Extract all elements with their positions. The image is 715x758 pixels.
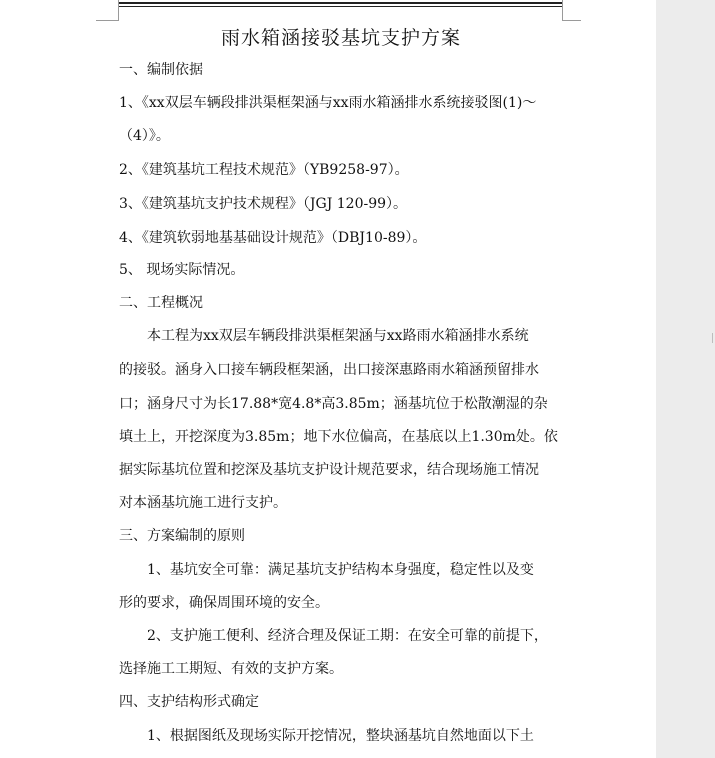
section-heading: 二、工程概况: [119, 295, 203, 311]
header-rule: [118, 2, 563, 4]
reference-item: 2、《建筑基坑工程技术规范》（YB9258-97）。: [119, 162, 409, 178]
ruler-tick: [712, 333, 713, 343]
window-gutter: [656, 0, 715, 758]
section-heading: 一、编制依据: [119, 62, 203, 78]
reference-item: 1、《xx双层车辆段排洪渠框架涵与xx雨水箱涵排水系统接驳图(1)～: [119, 95, 537, 111]
margin-corner-mark: [562, 0, 563, 21]
margin-corner-mark: [96, 20, 118, 21]
document-title: 雨水箱涵接驳基坑支护方案: [220, 27, 461, 49]
reference-item: 4、《建筑软弱地基基础设计规范》（DBJ10-89）。: [119, 230, 427, 246]
reference-item: 3、《建筑基坑支护技术规程》（JGJ 120-99）。: [119, 196, 408, 212]
reference-item-cont: （4）》。: [119, 128, 170, 144]
paragraph-line: 的接驳。涵身入口接车辆段框架涵，出口接深惠路雨水箱涵预留排水: [119, 362, 539, 378]
section-heading: 三、方案编制的原则: [119, 528, 245, 544]
paragraph-line: 选择施工工期短、有效的支护方案。: [119, 661, 343, 677]
paragraph-line: 本工程为xx双层车辆段排洪渠框架涵与xx路雨水箱涵排水系统: [147, 328, 529, 344]
section-heading: 四、支护结构形式确定: [119, 694, 259, 710]
reference-item: 5、 现场实际情况。: [119, 262, 245, 278]
margin-corner-mark: [118, 0, 119, 21]
paragraph-line: 据实际基坑位置和挖深及基坑支护设计规范要求，结合现场施工情况: [119, 462, 539, 478]
paragraph-line: 口；涵身尺寸为长17.88*宽4.8*高3.85m；涵基坑位于松散潮湿的杂: [119, 396, 548, 412]
paragraph-line: 形的要求，确保周围环境的安全。: [119, 595, 329, 611]
paragraph-line: 对本涵基坑施工进行支护。: [119, 495, 287, 511]
paragraph-line: 2、支护施工便利、经济合理及保证工期：在安全可靠的前提下，: [147, 628, 548, 644]
paragraph-line: 1、基坑安全可靠：满足基坑支护结构本身强度，稳定性以及变: [147, 562, 534, 578]
margin-corner-mark: [563, 20, 581, 21]
header-rule-thin: [118, 6, 563, 7]
paragraph-line: 填土上，开挖深度为3.85m；地下水位偏高，在基底以上1.30m处。依: [119, 429, 558, 445]
paragraph-line: 1、根据图纸及现场实际开挖情况，整块涵基坑自然地面以下土: [147, 728, 534, 744]
